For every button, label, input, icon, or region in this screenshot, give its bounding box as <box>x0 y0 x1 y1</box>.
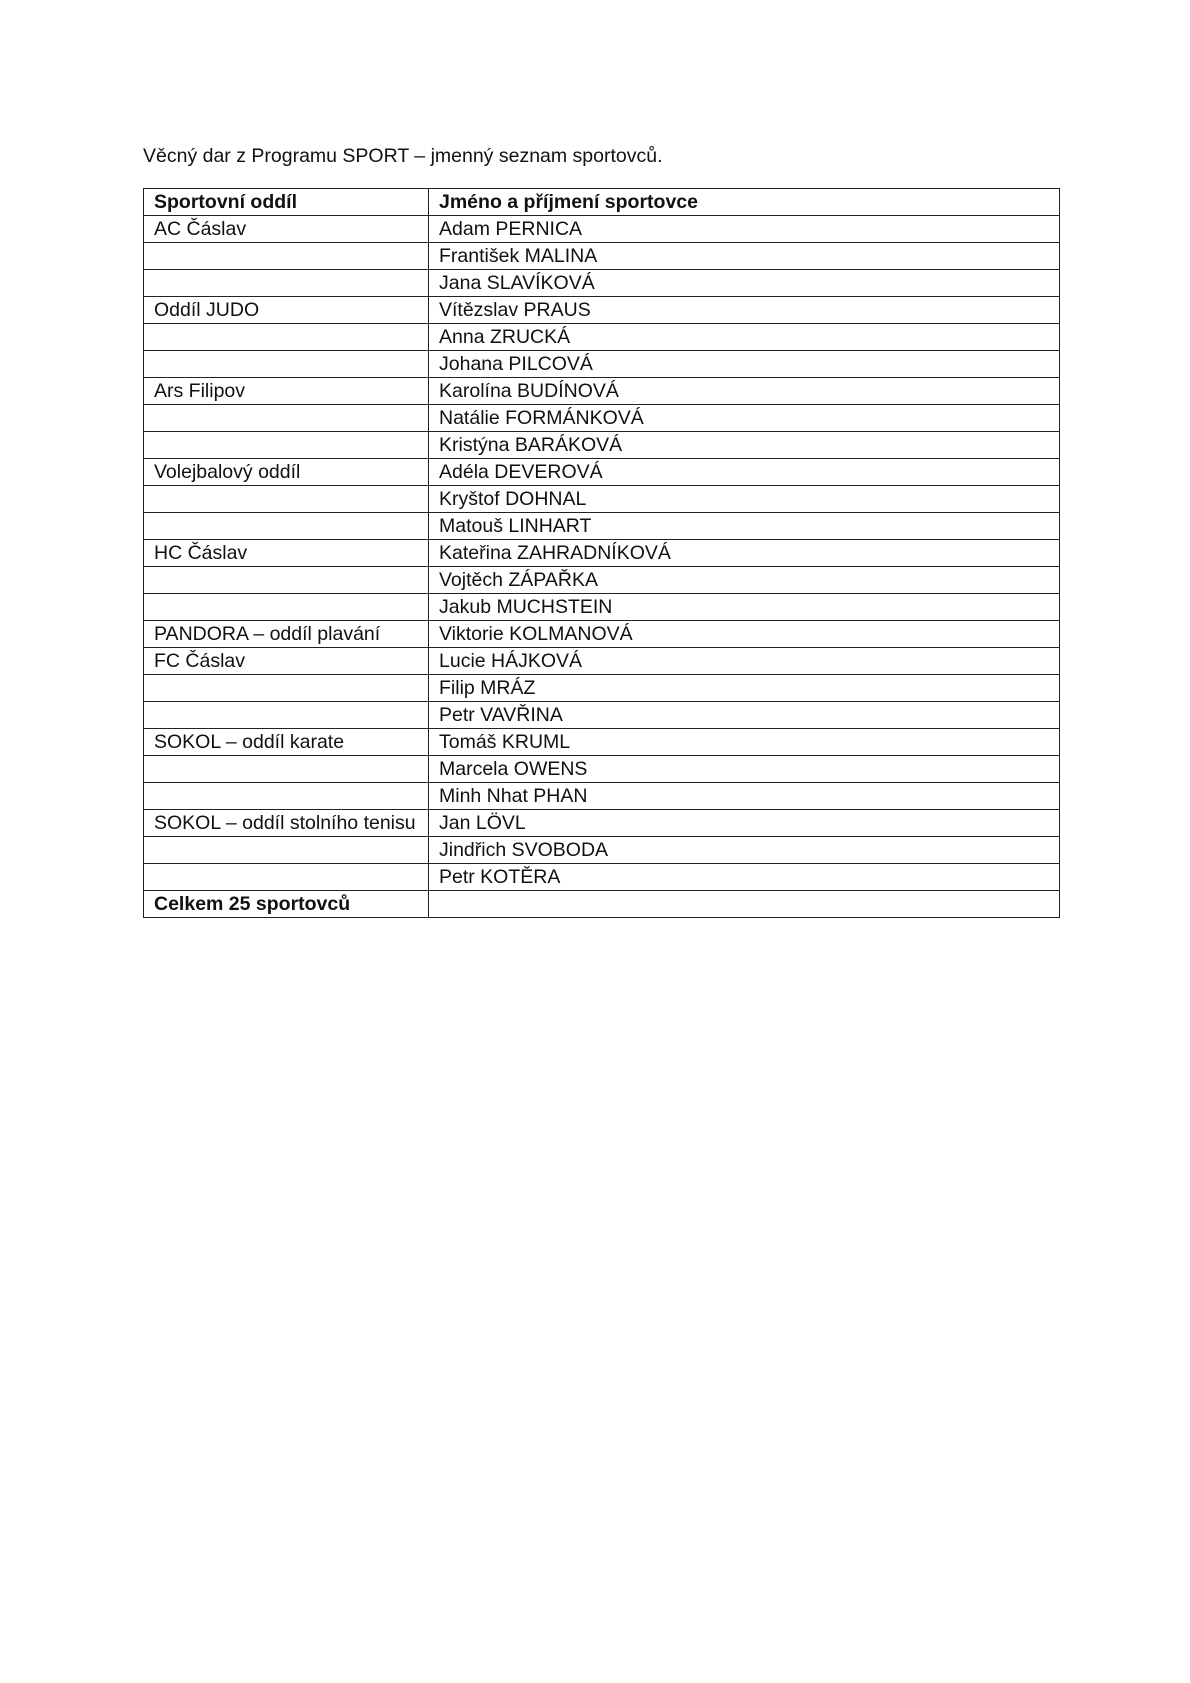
club-cell <box>144 243 429 270</box>
table-row <box>144 432 1060 459</box>
total-empty-cell <box>429 891 1060 918</box>
table-body <box>144 216 1060 891</box>
table-row <box>144 270 1060 297</box>
athlete-name-cell: Adéla DEVEROVÁ <box>429 459 1060 486</box>
table-row <box>144 351 1060 378</box>
club-cell <box>144 594 429 621</box>
club-cell: HC Čáslav <box>144 540 429 567</box>
table-row <box>144 621 1060 648</box>
athlete-name-cell: Jindřich SVOBODA <box>429 837 1060 864</box>
table-row <box>144 675 1060 702</box>
table-row <box>144 756 1060 783</box>
club-cell <box>144 756 429 783</box>
table-row <box>144 378 1060 405</box>
table-total-row <box>144 891 1060 918</box>
table-row <box>144 864 1060 891</box>
table-row <box>144 513 1060 540</box>
table-row <box>144 783 1060 810</box>
club-cell: Oddíl JUDO <box>144 297 429 324</box>
club-cell <box>144 351 429 378</box>
table-row <box>144 729 1060 756</box>
table-row <box>144 648 1060 675</box>
club-cell <box>144 567 429 594</box>
table-row <box>144 297 1060 324</box>
table-row <box>144 702 1060 729</box>
athlete-name-cell: Matouš LINHART <box>429 513 1060 540</box>
total-label: Celkem 25 sportovců <box>144 891 429 918</box>
club-cell: FC Čáslav <box>144 648 429 675</box>
athlete-name-cell: Johana PILCOVÁ <box>429 351 1060 378</box>
club-cell: AC Čáslav <box>144 216 429 243</box>
athlete-name-cell: Natálie FORMÁNKOVÁ <box>429 405 1060 432</box>
athlete-name-cell: Kateřina ZAHRADNÍKOVÁ <box>429 540 1060 567</box>
table-row <box>144 594 1060 621</box>
club-cell <box>144 702 429 729</box>
table-row <box>144 324 1060 351</box>
athletes-table <box>143 188 1060 918</box>
athlete-name-cell: Filip MRÁZ <box>429 675 1060 702</box>
document-intro: Věcný dar z Programu SPORT – jmenný seznam sportovců. <box>143 145 663 167</box>
header-club: Sportovní oddíl <box>144 189 429 216</box>
club-cell <box>144 675 429 702</box>
athlete-name-cell: Vítězslav PRAUS <box>429 297 1060 324</box>
club-cell: SOKOL – oddíl karate <box>144 729 429 756</box>
table-row <box>144 405 1060 432</box>
table-row <box>144 567 1060 594</box>
club-cell <box>144 324 429 351</box>
athlete-name-cell: Kryštof DOHNAL <box>429 486 1060 513</box>
club-cell <box>144 513 429 540</box>
club-cell <box>144 270 429 297</box>
athlete-name-cell: František MALINA <box>429 243 1060 270</box>
header-athlete-name: Jméno a příjmení sportovce <box>429 189 1060 216</box>
athlete-name-cell: Karolína BUDÍNOVÁ <box>429 378 1060 405</box>
club-cell: Ars Filipov <box>144 378 429 405</box>
club-cell <box>144 405 429 432</box>
club-cell: PANDORA – oddíl plavání <box>144 621 429 648</box>
club-cell <box>144 783 429 810</box>
table-row <box>144 837 1060 864</box>
table-row <box>144 540 1060 567</box>
table-row <box>144 459 1060 486</box>
athlete-name-cell: Lucie HÁJKOVÁ <box>429 648 1060 675</box>
table-row <box>144 810 1060 837</box>
athlete-name-cell: Jakub MUCHSTEIN <box>429 594 1060 621</box>
athlete-name-cell: Minh Nhat PHAN <box>429 783 1060 810</box>
club-cell: SOKOL – oddíl stolního tenisu <box>144 810 429 837</box>
athlete-name-cell: Vojtěch ZÁPAŘKA <box>429 567 1060 594</box>
table-row <box>144 486 1060 513</box>
athlete-name-cell: Marcela OWENS <box>429 756 1060 783</box>
table-row <box>144 243 1060 270</box>
athlete-name-cell: Jana SLAVÍKOVÁ <box>429 270 1060 297</box>
table-row <box>144 216 1060 243</box>
athlete-name-cell: Tomáš KRUML <box>429 729 1060 756</box>
athlete-name-cell: Petr VAVŘINA <box>429 702 1060 729</box>
athlete-name-cell: Jan LÖVL <box>429 810 1060 837</box>
athlete-name-cell: Viktorie KOLMANOVÁ <box>429 621 1060 648</box>
table-header-row <box>144 189 1060 216</box>
club-cell <box>144 864 429 891</box>
club-cell: Volejbalový oddíl <box>144 459 429 486</box>
athlete-name-cell: Anna ZRUCKÁ <box>429 324 1060 351</box>
athlete-name-cell: Petr KOTĚRA <box>429 864 1060 891</box>
club-cell <box>144 837 429 864</box>
club-cell <box>144 432 429 459</box>
athlete-name-cell: Kristýna BARÁKOVÁ <box>429 432 1060 459</box>
club-cell <box>144 486 429 513</box>
athlete-name-cell: Adam PERNICA <box>429 216 1060 243</box>
